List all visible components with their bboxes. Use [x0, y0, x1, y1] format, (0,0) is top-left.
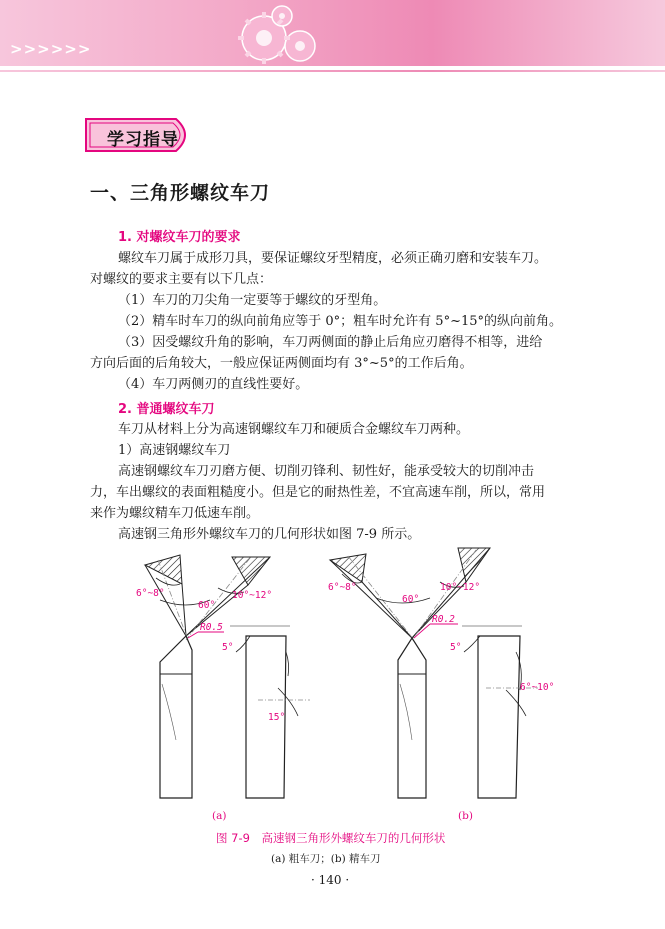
fig-b-right-angle: 10°~12°	[440, 582, 481, 593]
list-item: （4）车刀两侧刃的直线性要好。	[118, 377, 309, 392]
subsection-title-1: 1. 对螺纹车刀的要求	[118, 230, 241, 245]
paragraph-line: 对螺纹的要求主要有以下几点：	[90, 272, 273, 287]
fig-b-side-angle: 6°~10°	[520, 682, 555, 693]
paragraph-line: 车刀从材料上分为高速钢螺纹车刀和硬质合金螺纹车刀两种。	[118, 422, 470, 437]
header-chevrons: >>>>>>	[10, 40, 92, 58]
subsection-title-2: 2. 普通螺纹车刀	[118, 402, 215, 417]
paragraph-line: 高速钢三角形外螺纹车刀的几何形状如图 7-9 所示。	[118, 527, 421, 542]
figure-a-drawing	[145, 555, 310, 798]
fig-a-small-angle: 5°	[222, 642, 234, 653]
figure-b-drawing	[330, 548, 538, 798]
fig-a-left-angle: 6°~8°	[136, 588, 165, 599]
fig-a-radius: R0.5	[200, 622, 223, 633]
paragraph-line: 高速钢螺纹车刀刃磨方便、切削刃锋利、韧性好，能承受较大的切削冲击	[118, 464, 535, 479]
section-title: 一、三角形螺纹车刀	[90, 182, 271, 204]
fig-b-radius: R0.2	[432, 614, 455, 625]
fig-b-small-angle: 5°	[450, 642, 462, 653]
fig-b-label: (b)	[458, 810, 473, 822]
fig-a-right-angle: 10°~12°	[232, 590, 273, 601]
list-item: （2）精车时车刀的纵向前角应等于 0°；粗车时允许有 5°~15°的纵向前角。	[118, 314, 563, 329]
page-number: · 140 ·	[311, 873, 350, 887]
paragraph-line: 来作为螺纹精车刀低速车削。	[90, 506, 260, 521]
fig-a-top-angle: 60°	[198, 600, 216, 611]
paragraph-line: 1）高速钢螺纹车刀	[118, 443, 231, 458]
paragraph-line: 力，车出螺纹的表面粗糙度小。但是它的耐热性差，不宜高速车削，所以，常用	[90, 485, 546, 500]
figure-7-9	[136, 540, 560, 825]
fig-b-top-angle: 60°	[402, 594, 420, 605]
fig-a-bottom-angle: 15°	[268, 712, 286, 723]
fig-b-left-angle: 6°~8°	[328, 582, 357, 593]
fig-a-label: (a)	[212, 810, 227, 822]
figure-subcaption: (a) 粗车刀；(b) 精车刀	[271, 853, 381, 865]
list-item-continuation: 方向后面的后角较大，一般应保证两侧面均有 3°~5°的工作后角。	[90, 356, 473, 371]
list-item: （3）因受螺纹升角的影响，车刀两侧面的静止后角应刃磨得不相等，进给	[118, 335, 543, 350]
paragraph-line: 螺纹车刀属于成形刀具，要保证螺纹牙型精度，必须正确刃磨和安装车刀。	[118, 251, 548, 266]
header-divider	[0, 66, 665, 70]
figure-caption: 图 7-9 高速钢三角形外螺纹车刀的几何形状	[216, 831, 446, 845]
study-guide-label: 学习指导	[107, 130, 179, 150]
header-band	[0, 0, 665, 72]
list-item: （1）车刀的刀尖角一定要等于螺纹的牙型角。	[118, 293, 387, 308]
gear-icon	[222, 4, 332, 68]
